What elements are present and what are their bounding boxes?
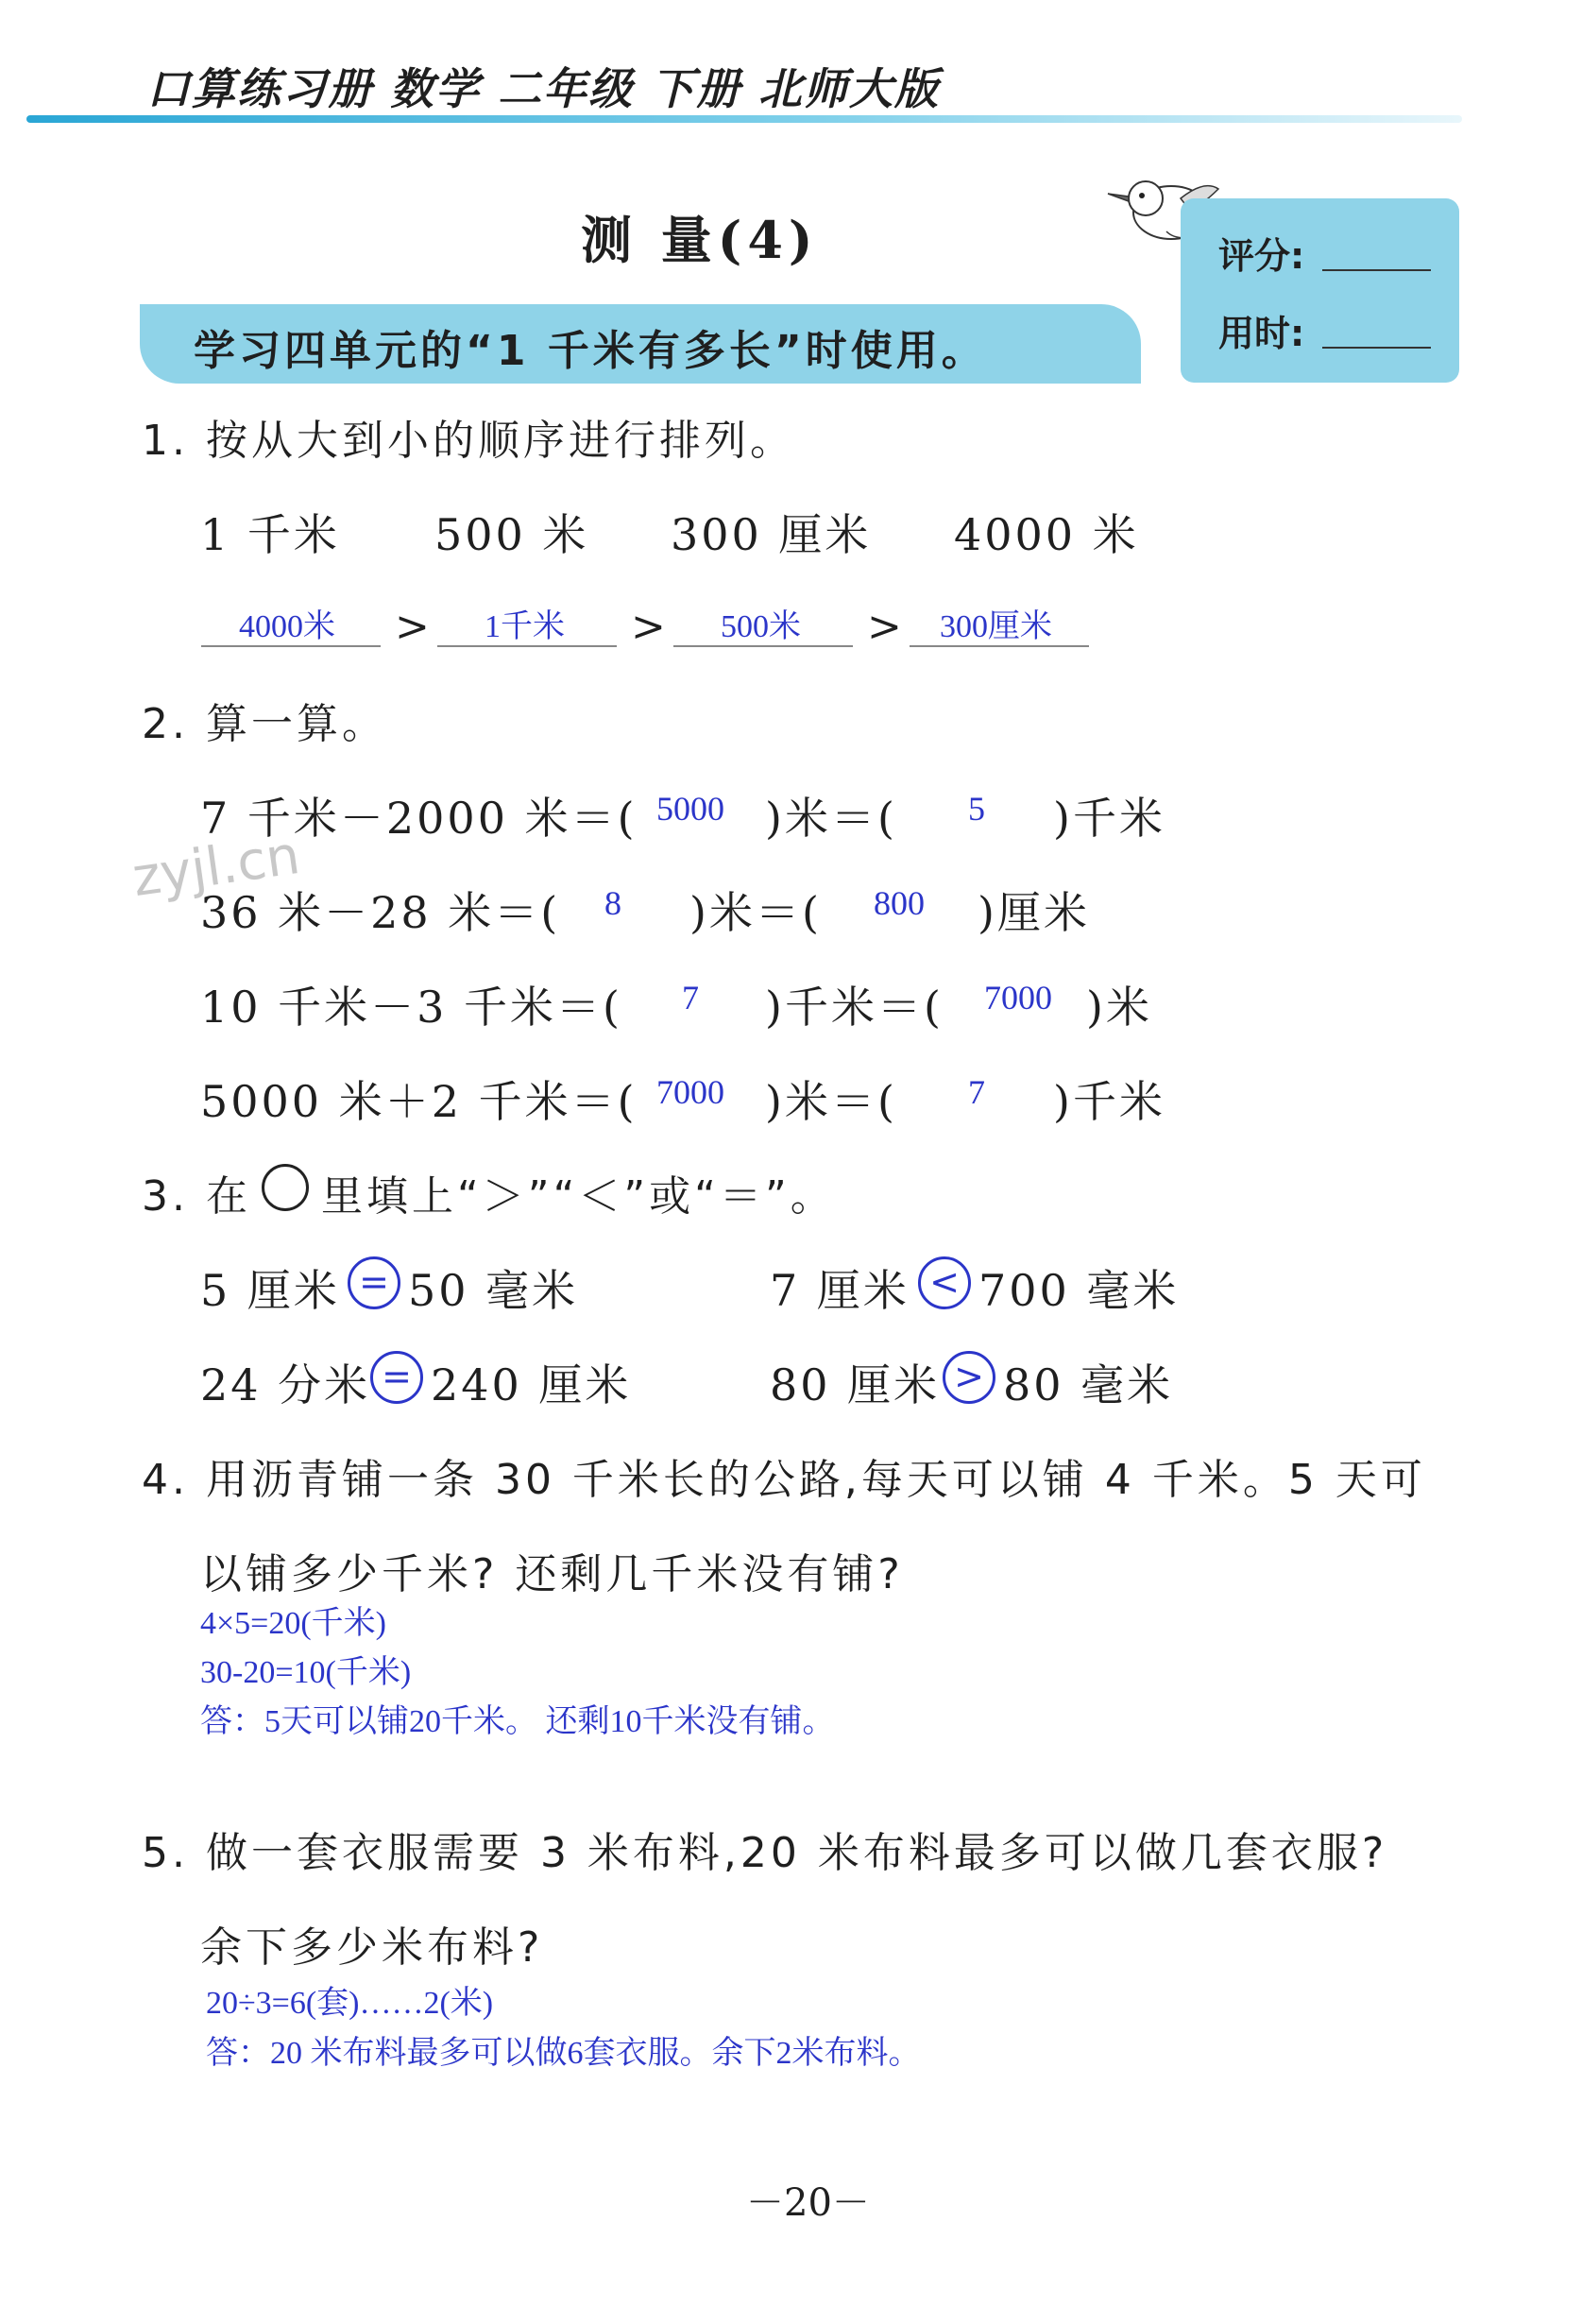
q1-item: 4000 米 bbox=[954, 509, 1139, 560]
q3-left: 7 厘米 bbox=[770, 1265, 910, 1316]
q3-right: 80 毫米 bbox=[1003, 1359, 1174, 1410]
q1-answer: 500米 bbox=[721, 609, 801, 644]
q1-answer: 300厘米 bbox=[940, 609, 1052, 644]
q4-answer: 4×5=20(千米) bbox=[200, 1606, 386, 1641]
answer-blank bbox=[673, 645, 853, 647]
greater-than-symbol: > bbox=[395, 603, 430, 651]
q2-answer: 7000 bbox=[656, 1073, 724, 1111]
q3-title-suffix: 里填上“＞”“＜”或“＝”。 bbox=[321, 1172, 836, 1221]
answer-blank bbox=[437, 645, 617, 647]
time-blank bbox=[1322, 347, 1431, 349]
q1-title: 1. 按从大到小的顺序进行排列。 bbox=[142, 417, 795, 465]
blank-circle-icon bbox=[262, 1164, 309, 1211]
greater-than-symbol: > bbox=[631, 603, 666, 651]
score-label: 评分: bbox=[1218, 235, 1305, 277]
q1-item: 1 千米 bbox=[200, 509, 340, 560]
answer-blank bbox=[910, 645, 1089, 647]
q2-mid-text: )千米＝( bbox=[765, 982, 944, 1033]
q2-answer: 7 bbox=[682, 979, 699, 1017]
q5-line1: 5. 做一套衣服需要 3 米布料,20 米布料最多可以做几套衣服? bbox=[142, 1829, 1388, 1877]
score-blank bbox=[1322, 269, 1431, 271]
q2-expression: 7 千米－2000 米＝( bbox=[200, 793, 638, 844]
q2-end-text: )千米 bbox=[1053, 1076, 1165, 1127]
q2-mid-text: )米＝( bbox=[765, 793, 897, 844]
q2-answer: 5 bbox=[968, 790, 985, 828]
q2-expression: 10 千米－3 千米＝( bbox=[200, 982, 622, 1033]
q3-right: 240 厘米 bbox=[431, 1359, 632, 1410]
q2-title: 2. 算一算。 bbox=[142, 700, 387, 748]
q5-answer: 答：20 米布料最多可以做6套衣服。余下2米布料。 bbox=[206, 2036, 921, 2071]
q5-line2: 余下多少米布料? bbox=[200, 1923, 544, 1972]
q2-end-text: )千米 bbox=[1053, 793, 1165, 844]
q4-line1: 4. 用沥青铺一条 30 千米长的公路,每天可以铺 4 千米。5 天可 bbox=[142, 1456, 1426, 1504]
q4-answer: 30-20=10(千米) bbox=[200, 1655, 412, 1690]
q2-mid-text: )米＝( bbox=[765, 1076, 897, 1127]
answer-blank bbox=[201, 645, 381, 647]
q1-item: 300 厘米 bbox=[671, 509, 872, 560]
q2-end-text: )厘米 bbox=[978, 887, 1090, 938]
comparison-circle: = bbox=[348, 1256, 400, 1309]
q1-answer: 1千米 bbox=[485, 609, 565, 644]
comparison-circle: > bbox=[943, 1351, 995, 1404]
q2-expression: 5000 米＋2 千米＝( bbox=[200, 1076, 638, 1127]
q3-left: 80 厘米 bbox=[770, 1359, 941, 1410]
usage-banner-text: 学习四单元的“1 千米有多长”时使用。 bbox=[194, 327, 987, 375]
lesson-title: 测 量(4) bbox=[581, 210, 819, 270]
q2-expression: 36 米－28 米＝( bbox=[200, 887, 561, 938]
q2-answer: 7 bbox=[968, 1073, 985, 1111]
comparison-circle: = bbox=[370, 1351, 423, 1404]
watermark: zyjl.cn bbox=[128, 824, 304, 910]
q3-right: 700 毫米 bbox=[978, 1265, 1180, 1316]
q2-answer: 800 bbox=[874, 884, 925, 922]
q3-left: 5 厘米 bbox=[200, 1265, 340, 1316]
q4-line2: 以铺多少千米? 还剩几千米没有铺? bbox=[200, 1550, 904, 1598]
q2-end-text: )米 bbox=[1086, 982, 1152, 1033]
q3-title-prefix: 3. 在 bbox=[142, 1172, 251, 1221]
q3-left: 24 分米 bbox=[200, 1359, 371, 1410]
q1-answer: 4000米 bbox=[239, 609, 335, 644]
q2-answer: 7000 bbox=[984, 979, 1052, 1017]
q2-answer: 5000 bbox=[656, 790, 724, 828]
q4-answer: 答：5天可以铺20千米。 还剩10千米没有铺。 bbox=[200, 1704, 835, 1739]
comparison-circle: < bbox=[918, 1256, 971, 1309]
greater-than-symbol: > bbox=[867, 603, 902, 651]
q5-answer: 20÷3=6(套)……2(米) bbox=[206, 1986, 494, 2021]
q2-answer: 8 bbox=[604, 884, 621, 922]
q3-right: 50 毫米 bbox=[408, 1265, 579, 1316]
page-number: －20－ bbox=[746, 2181, 870, 2225]
q1-item: 500 米 bbox=[434, 509, 589, 560]
time-label: 用时: bbox=[1218, 313, 1305, 354]
header-divider bbox=[26, 115, 1462, 123]
book-header-title: 口算练习册 数学 二年级 下册 北师大版 bbox=[146, 63, 941, 114]
q2-mid-text: )米＝( bbox=[689, 887, 822, 938]
